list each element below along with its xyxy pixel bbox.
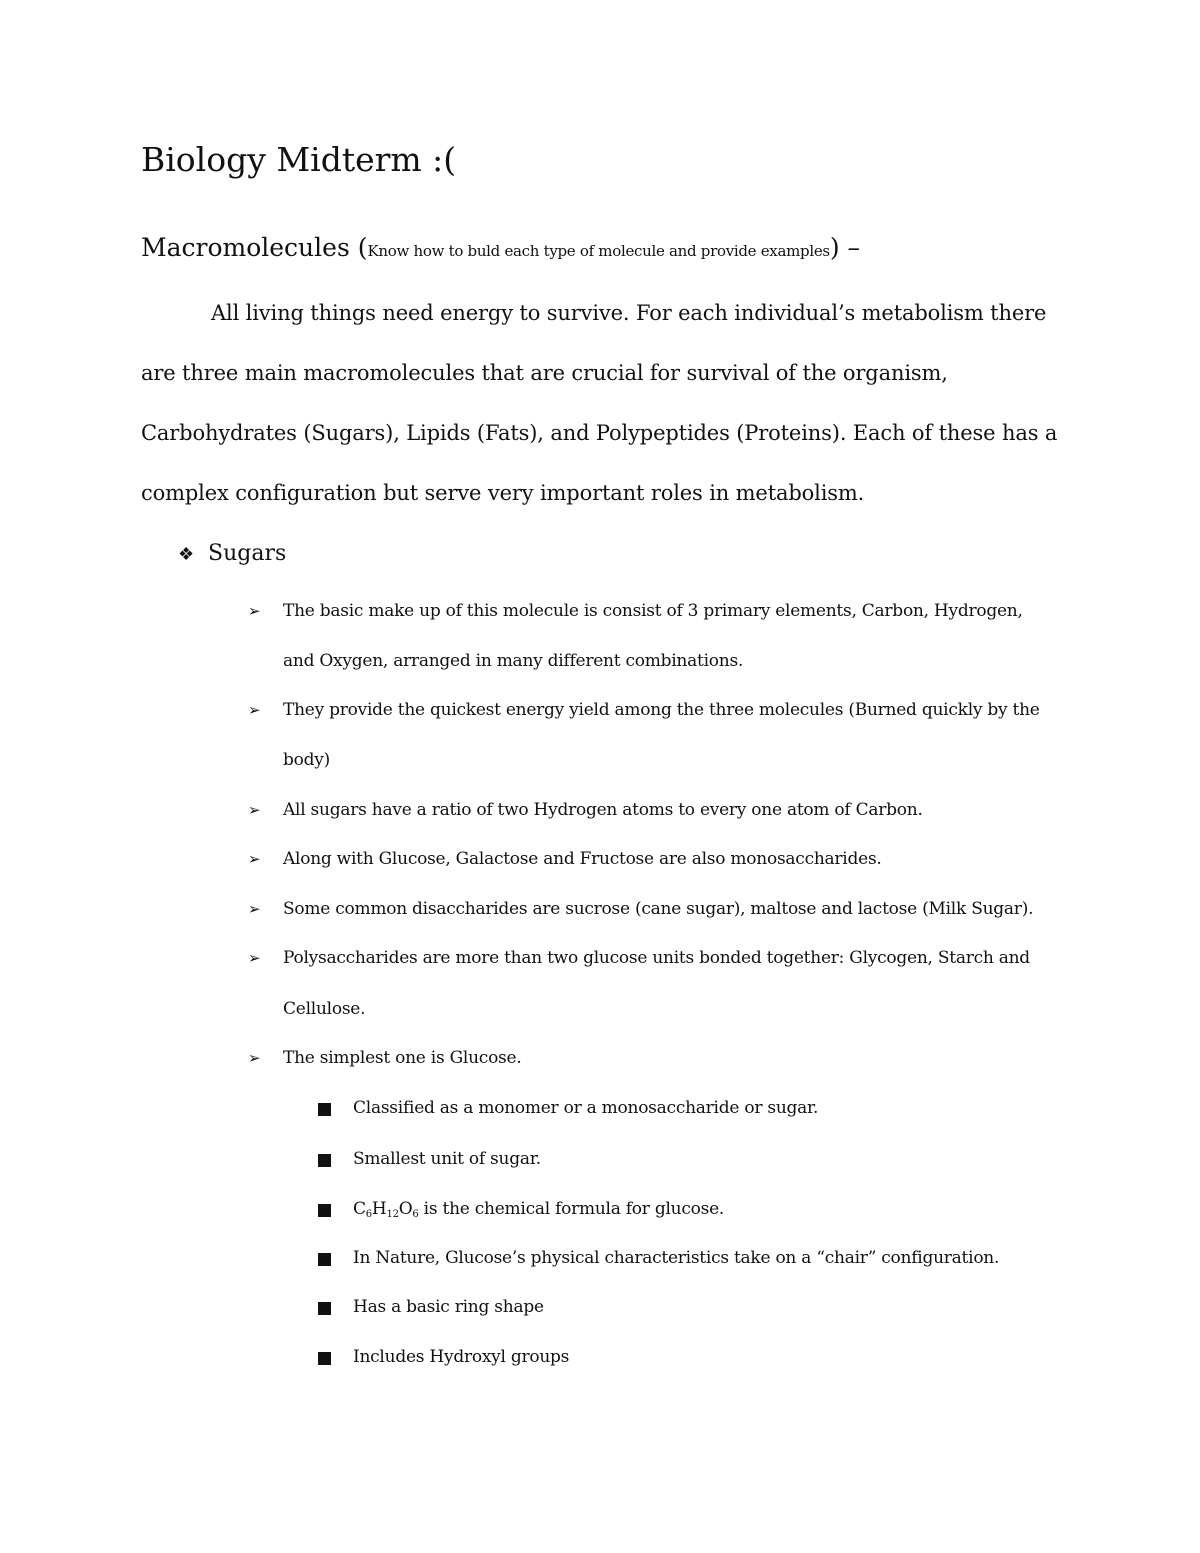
topic-sugars: [178, 538, 286, 571]
arrow-bullet-icon: ➢: [248, 1049, 261, 1067]
section-heading-macromolecules: [141, 228, 860, 271]
formula-oxygen-count: 6: [412, 1209, 419, 1220]
formula-carbon: C: [353, 1199, 366, 1219]
intro-line: are three main macromolecules that are crucial for survival of the organism,: [141, 361, 948, 385]
list-item: Some common disaccharides are sucrose (cane sugar), maltose and lactose (Milk Sugar).: [283, 899, 1034, 919]
formula-hydrogen: H: [371, 1199, 387, 1219]
square-bullet-icon: [318, 1103, 331, 1116]
formula-oxygen: O: [398, 1199, 413, 1219]
square-bullet-icon: [318, 1302, 331, 1315]
section-heading-note: Know how to buld each type of molecule and provide examples: [367, 242, 830, 260]
sub-list-item-formula: [353, 1196, 724, 1222]
arrow-bullet-icon: ➢: [248, 900, 261, 918]
intro-line: Carbohydrates (Sugars), Lipids (Fats), and Polypeptides (Proteins). Each of these has a: [141, 421, 1058, 445]
list-item-continuation: Cellulose.: [283, 999, 366, 1019]
section-heading-main: Macromolecules (: [141, 233, 368, 262]
formula-hydrogen-count: 12: [386, 1209, 399, 1220]
square-bullet-icon: [318, 1154, 331, 1167]
intro-line: complex configuration but serve very important roles in metabolism.: [141, 481, 865, 505]
arrow-bullet-icon: ➢: [248, 949, 261, 967]
formula-carbon-count: 6: [365, 1209, 372, 1220]
list-item-continuation: and Oxygen, arranged in many different combinations.: [283, 651, 744, 671]
square-bullet-icon: [318, 1253, 331, 1266]
square-bullet-icon: [318, 1204, 331, 1217]
arrow-bullet-icon: ➢: [248, 701, 261, 719]
intro-line: All living things need energy to survive. For each individual’s metabolism there: [211, 301, 1047, 325]
document-title: Biology Midterm :(: [141, 140, 457, 179]
list-item: Polysaccharides are more than two glucose units bonded together: Glycogen, Starch and: [283, 948, 1030, 968]
list-item: All sugars have a ratio of two Hydrogen atoms to every one atom of Carbon.: [283, 800, 923, 820]
list-item: The basic make up of this molecule is consist of 3 primary elements, Carbon, Hydrogen,: [283, 601, 1023, 621]
sub-list-item: Has a basic ring shape: [353, 1297, 544, 1317]
sub-list-item: Smallest unit of sugar.: [353, 1149, 541, 1169]
square-bullet-icon: [318, 1352, 331, 1365]
list-item-continuation: body): [283, 750, 330, 770]
arrow-bullet-icon: ➢: [248, 602, 261, 620]
topic-label: Sugars: [208, 541, 287, 566]
sub-list-item: Classified as a monomer or a monosaccharide or sugar.: [353, 1098, 819, 1118]
section-heading-tail: ) –: [829, 233, 861, 262]
arrow-bullet-icon: ➢: [248, 801, 261, 819]
list-item: Along with Glucose, Galactose and Fructose are also monosaccharides.: [283, 849, 882, 869]
arrow-bullet-icon: ➢: [248, 850, 261, 868]
formula-description: is the chemical formula for glucose.: [418, 1199, 725, 1219]
list-item: The simplest one is Glucose.: [283, 1048, 522, 1068]
diamond-bullet-icon: ❖: [178, 544, 195, 565]
sub-list-item: In Nature, Glucose’s physical characteristics take on a “chair” configuration.: [353, 1248, 1000, 1268]
sub-list-item: Includes Hydroxyl groups: [353, 1347, 570, 1367]
list-item: They provide the quickest energy yield among the three molecules (Burned quickly by the: [283, 700, 1040, 720]
